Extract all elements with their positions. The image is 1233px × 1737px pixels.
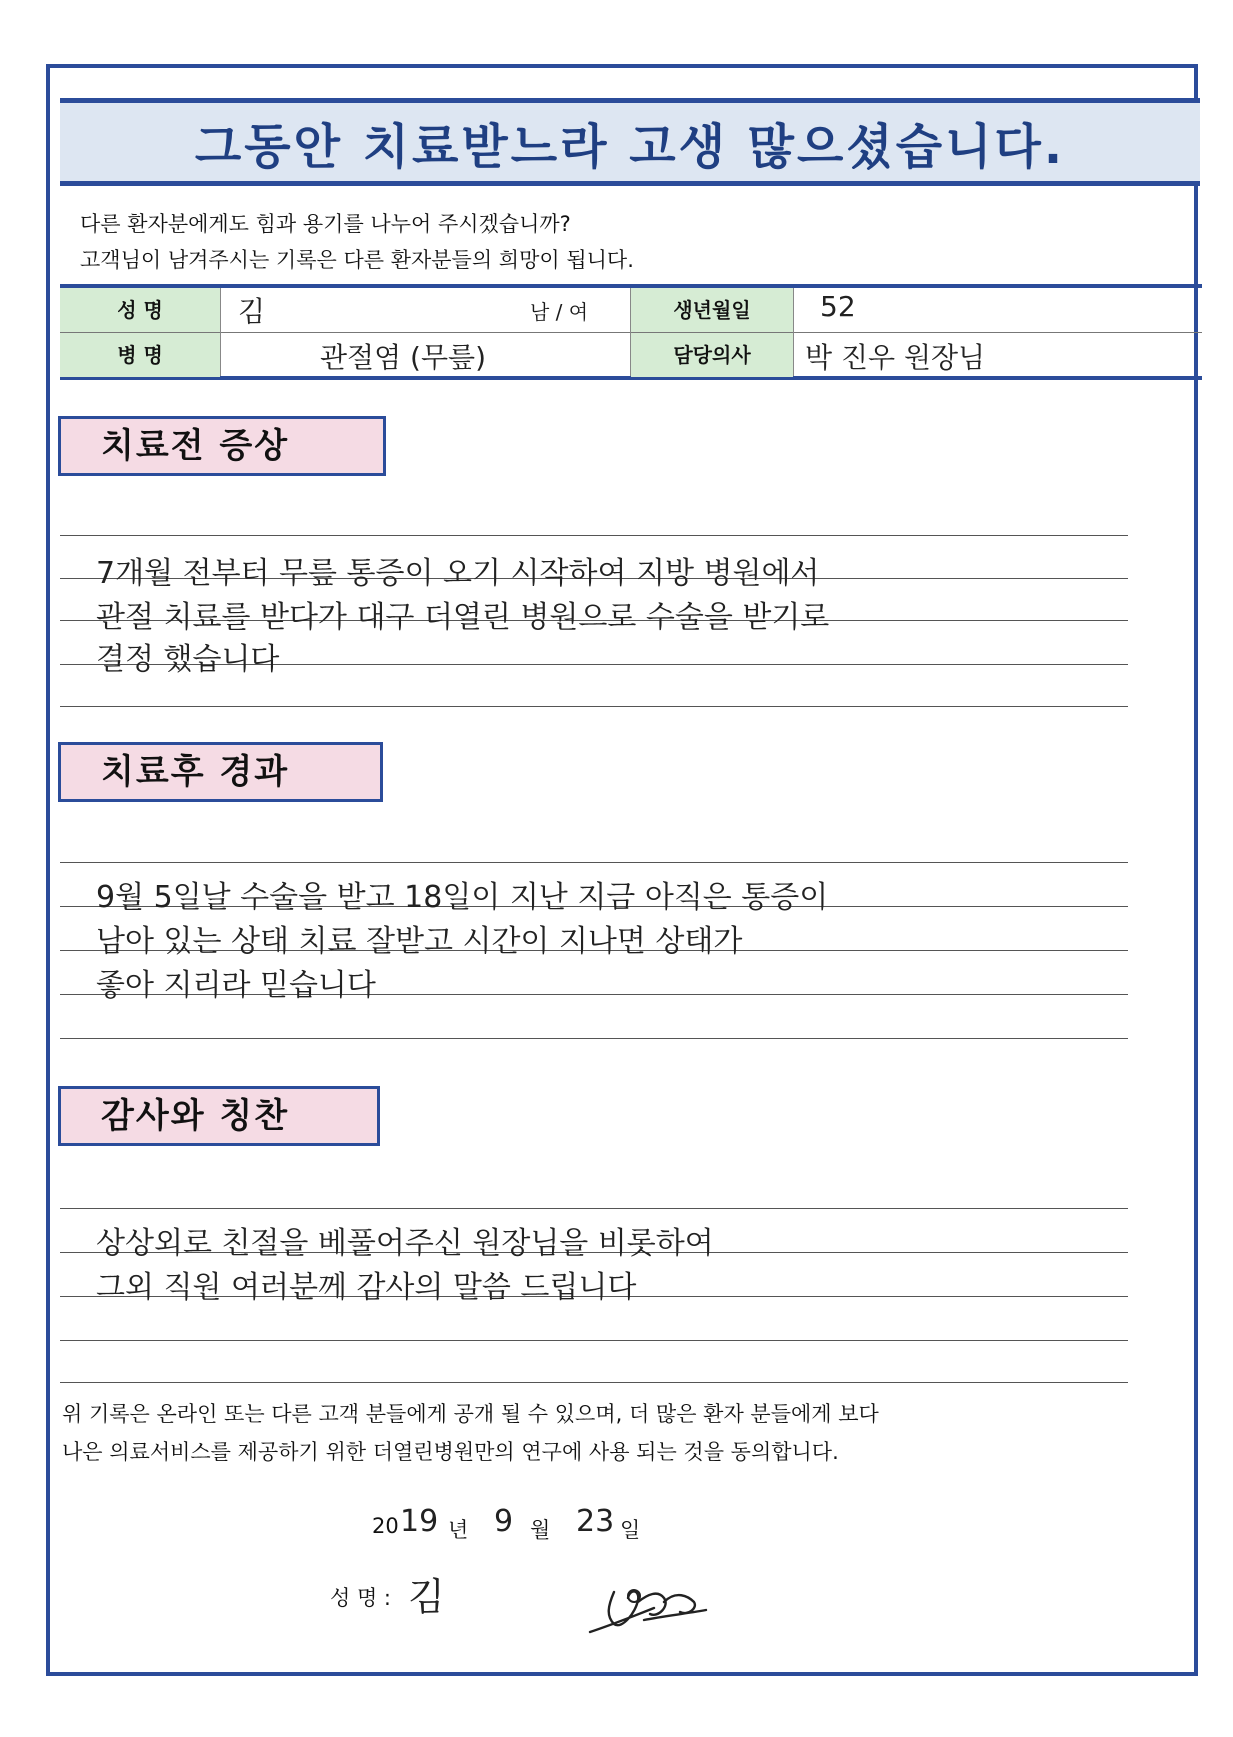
birth-label: 생년월일 — [631, 288, 793, 332]
writing-rule — [60, 1340, 1128, 1341]
before-line: 결정 했습니다 — [96, 642, 280, 677]
name-label: 성 명 — [60, 288, 220, 332]
writing-rule — [60, 1038, 1128, 1039]
intro-line-1: 다른 환자분에게도 힘과 용기를 나누어 주시겠습니까? — [80, 212, 571, 236]
writing-rule — [60, 535, 1128, 536]
writing-rule — [60, 1208, 1128, 1209]
writing-rule — [60, 706, 1128, 707]
page-title: 그동안 치료받느라 고생 많으셨습니다. — [194, 119, 1066, 175]
disease-value: 관절염 (무릎) — [320, 341, 486, 374]
name-value: 김 — [238, 295, 266, 328]
thanks-line: 그외 직원 여러분께 감사의 말씀 드립니다 — [96, 1270, 637, 1305]
gender-options: 남 / 여 — [530, 300, 589, 324]
writing-rule — [60, 862, 1128, 863]
signature-label: 성 명 : — [330, 1586, 391, 1610]
doctor-value: 박 진우 원장님 — [805, 341, 986, 374]
info-divider — [793, 288, 794, 376]
signature-name: 김 — [408, 1575, 445, 1619]
after-line: 9월 5일날 수술을 받고 18일이 지난 지금 아직은 통증이 — [96, 880, 829, 915]
section-title-after: 치료후 경과 — [58, 742, 383, 802]
doctor-label: 담당의사 — [631, 333, 793, 377]
after-line: 남아 있는 상태 치료 잘받고 시간이 지나면 상태가 — [96, 924, 743, 959]
section-title-thanks: 감사와 칭찬 — [58, 1086, 380, 1146]
date-year: 19 — [400, 1504, 439, 1539]
writing-rule — [60, 1382, 1128, 1383]
birth-value: 52 — [820, 290, 856, 323]
after-line: 좋아 지리라 믿습니다 — [96, 968, 376, 1003]
disease-label: 병 명 — [60, 333, 220, 377]
date-day: 23 — [576, 1504, 615, 1539]
patient-info-table — [60, 284, 1202, 380]
consent-line-2: 나은 의료서비스를 제공하기 위한 더열린병원만의 연구에 사용 되는 것을 동의합니다. — [62, 1440, 839, 1464]
date-year-unit: 년 — [448, 1518, 469, 1542]
thanks-line: 상상외로 친절을 베풀어주신 원장님을 비롯하여 — [96, 1226, 714, 1261]
consent-line-1: 위 기록은 온라인 또는 다른 고객 분들에게 공개 될 수 있으며, 더 많은 환자 분들에게 보다 — [62, 1402, 879, 1426]
info-divider — [220, 288, 221, 376]
handwritten-signature-icon — [584, 1572, 714, 1642]
date-day-unit: 일 — [620, 1518, 641, 1542]
date-prefix: 20 — [372, 1514, 399, 1538]
intro-line-2: 고객님이 남겨주시는 기록은 다른 환자분들의 희망이 됩니다. — [80, 248, 634, 272]
before-line: 7개월 전부터 무릎 통증이 오기 시작하여 지방 병원에서 — [96, 556, 820, 591]
date-month-unit: 월 — [530, 1518, 551, 1542]
date-month: 9 — [494, 1504, 514, 1539]
before-line: 관절 치료를 받다가 대구 더열린 병원으로 수술을 받기로 — [96, 600, 830, 635]
section-title-before: 치료전 증상 — [58, 416, 386, 476]
